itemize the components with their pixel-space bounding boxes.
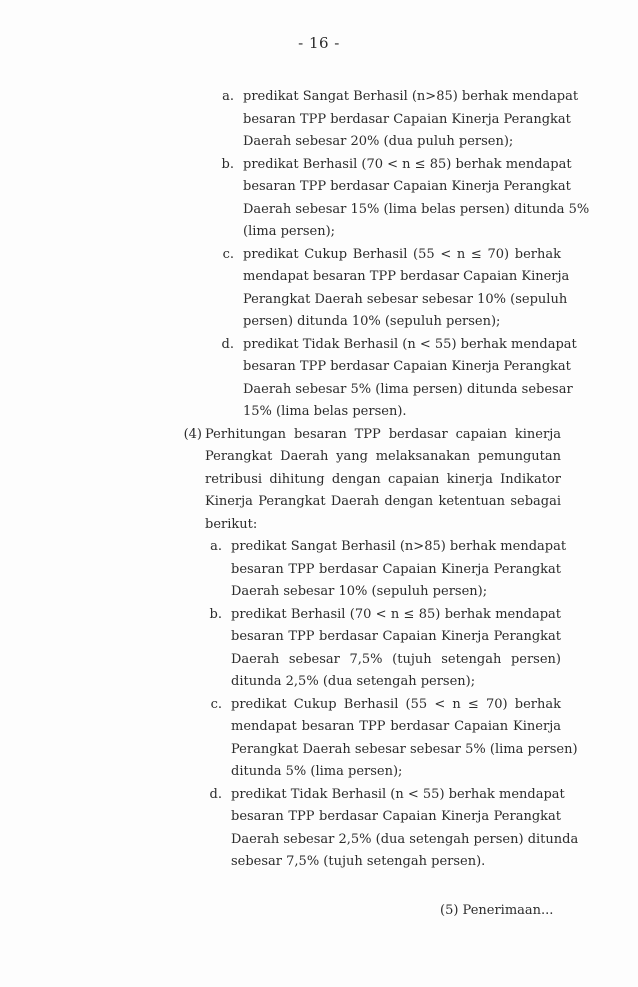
list-b-item-c	[231, 694, 578, 784]
text-line: Perangkat Daerah sebesar sebesar 10% (sepuluh	[243, 291, 568, 307]
text-line: predikat Berhasil (70 < n ≤ 85) berhak mendapat	[243, 156, 572, 172]
text-line: besaran TPP berdasar Capaian Kinerja Perangkat	[243, 111, 571, 127]
text-line: predikat Sangat Berhasil (n>85) berhak mendapat	[243, 89, 579, 104]
paragraph-4	[205, 424, 561, 537]
list-b-marker-d: d.	[209, 786, 222, 802]
text-line: retribusi dihitung dengan capaian kinerja Indikator	[205, 471, 561, 487]
list-b-item-d	[231, 784, 579, 874]
text-line: Daerah sebesar 20% (dua puluh persen);	[243, 134, 514, 149]
text-line: predikat Cukup Berhasil (55 < n ≤ 70) berhak	[231, 696, 561, 712]
text-line: predikat Tidak Berhasil (n < 55) berhak mendapat	[243, 336, 577, 352]
text-line: predikat Sangat Berhasil (n>85) berhak mendapat	[231, 539, 567, 554]
text-line: Daerah sebesar 7,5% (tujuh setengah persen)	[231, 651, 561, 667]
text-line: (lima persen);	[243, 224, 336, 239]
text-line: Perangkat Daerah yang melaksanakan pemungutan	[205, 449, 561, 464]
list-b-marker-b: b.	[209, 606, 222, 622]
text-line: besaran TPP berdasar Capaian Kinerja Perangkat	[231, 809, 561, 824]
list-a-marker-d: d.	[221, 336, 234, 352]
text-line: Daerah sebesar 5% (lima persen) ditunda sebesar	[243, 381, 573, 397]
list-b-item-b	[231, 604, 561, 694]
text-line: mendapat besaran TPP berdasar Capaian Kinerja	[231, 719, 561, 734]
text-line: besaran TPP berdasar Capaian Kinerja Perangkat	[231, 561, 561, 577]
text-line: Daerah sebesar 15% (lima belas persen) ditunda 5%	[243, 201, 590, 217]
list-b-item-a	[231, 536, 567, 604]
list-b-marker-c: c.	[210, 696, 222, 712]
text-line: Kinerja Perangkat Daerah dengan ketentuan sebagai	[205, 494, 561, 509]
list-a-item-b	[243, 154, 590, 244]
text-line: mendapat besaran TPP berdasar Capaian Kinerja	[243, 269, 570, 284]
text-line: besaran TPP berdasar Capaian Kinerja Perangkat	[231, 629, 561, 644]
text-line: predikat Cukup Berhasil (55 < n ≤ 70) berhak	[243, 246, 561, 262]
text-line: 15% (lima belas persen).	[243, 404, 407, 419]
text-line: besaran TPP berdasar Capaian Kinerja Perangkat	[243, 179, 571, 194]
paragraph-4-marker: (4)	[183, 426, 202, 442]
list-a-marker-c: c.	[222, 246, 234, 262]
text-line: ditunda 5% (lima persen);	[231, 764, 403, 779]
list-a-item-d	[243, 334, 577, 424]
list-b-marker-a: a.	[210, 539, 222, 554]
continuation-footer: (5) Penerimaan...	[440, 903, 554, 918]
list-a-marker-b: b.	[221, 156, 234, 172]
text-line: berikut:	[205, 516, 258, 532]
text-line: Daerah sebesar 2,5% (dua setengah persen) ditunda	[231, 831, 579, 847]
text-line: persen) ditunda 10% (sepuluh persen);	[243, 314, 501, 329]
text-line: ditunda 2,5% (dua setengah persen);	[231, 674, 476, 689]
page-number: - 16 -	[298, 34, 340, 52]
text-line: sebesar 7,5% (tujuh setengah persen).	[231, 854, 486, 869]
text-line: predikat Berhasil (70 < n ≤ 85) berhak mendapat	[231, 606, 561, 622]
text-line: besaran TPP berdasar Capaian Kinerja Perangkat	[243, 359, 571, 374]
list-a-item-c	[243, 244, 570, 334]
text-line: Perhitungan besaran TPP berdasar capaian kinerja	[205, 426, 561, 442]
list-a-marker-a: a.	[222, 89, 234, 104]
text-line: Daerah sebesar 10% (sepuluh persen);	[231, 584, 488, 599]
list-a-item-a	[243, 86, 579, 154]
text-line: predikat Tidak Berhasil (n < 55) berhak mendapat	[231, 786, 565, 802]
text-line: Perangkat Daerah sebesar sebesar 5% (lima persen)	[231, 741, 578, 757]
